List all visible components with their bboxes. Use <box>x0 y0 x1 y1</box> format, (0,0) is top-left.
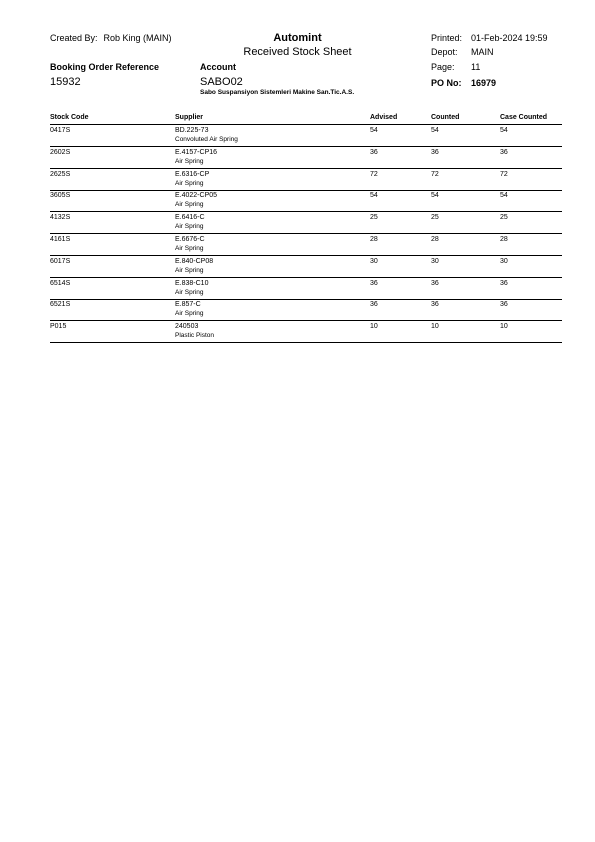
cell-counted: 36 <box>431 148 439 156</box>
row-rule <box>50 320 562 321</box>
cell-advised: 30 <box>370 257 378 265</box>
cell-description: Air Spring <box>175 245 204 252</box>
account-label: Account <box>200 62 236 72</box>
cell-stock-code: 6017S <box>50 257 71 265</box>
col-header-stock-code: Stock Code <box>50 114 89 121</box>
cell-stock-code: P015 <box>50 323 67 331</box>
cell-advised: 25 <box>370 214 378 222</box>
company-name: Automint <box>273 32 322 44</box>
cell-description: Convoluted Air Spring <box>175 136 238 143</box>
cell-counted: 54 <box>431 192 439 200</box>
page-line <box>431 62 480 72</box>
cell-counted: 25 <box>431 214 439 222</box>
cell-description: Air Spring <box>175 288 204 296</box>
row-rule <box>50 211 562 212</box>
cell-supplier: E.6676-C <box>175 236 205 243</box>
row-rule <box>50 146 562 147</box>
depot-value: MAIN <box>471 47 494 57</box>
created-by-label: Created By: <box>50 33 98 43</box>
cell-stock-code: 6514S <box>50 279 71 287</box>
cell-stock-code: 0417S <box>50 127 71 134</box>
cell-counted: 72 <box>431 170 439 178</box>
cell-case-counted: 28 <box>500 236 508 243</box>
account-name: Sabo Suspansiyon Sistemleri Makine San.Tic.A.S. <box>200 89 355 96</box>
cell-stock-code: 2602S <box>50 148 71 156</box>
cell-counted: 10 <box>431 323 439 331</box>
row-rule <box>50 255 562 256</box>
cell-case-counted: 54 <box>500 127 508 134</box>
cell-stock-code: 4161S <box>50 236 71 243</box>
cell-advised: 54 <box>370 192 378 200</box>
printed-label: Printed: <box>431 33 463 43</box>
cell-counted: 54 <box>431 127 439 134</box>
cell-supplier: E.6316-CP <box>175 170 210 178</box>
header-rule <box>50 124 562 125</box>
cell-advised: 36 <box>370 279 378 287</box>
cell-case-counted: 36 <box>500 279 508 287</box>
cell-supplier: BD.225-73 <box>175 127 209 134</box>
sheet-title: Received Stock Sheet <box>243 46 352 58</box>
cell-case-counted: 10 <box>500 323 508 331</box>
cell-description: Air Spring <box>175 266 204 274</box>
cell-counted: 30 <box>431 257 439 265</box>
cell-description: Air Spring <box>175 157 204 165</box>
col-header-counted: Counted <box>431 114 460 121</box>
booking-ref-value: 15932 <box>50 76 81 88</box>
depot-line <box>431 47 494 57</box>
cell-supplier: E.6416-C <box>175 214 205 222</box>
row-rule <box>50 299 562 300</box>
cell-advised: 10 <box>370 323 378 331</box>
created-by-value: Rob King (MAIN) <box>103 33 172 43</box>
col-header-supplier: Supplier <box>175 114 204 121</box>
printed-line <box>431 33 548 43</box>
cell-stock-code: 2625S <box>50 170 71 178</box>
cell-advised: 36 <box>370 301 378 309</box>
po-value: 16979 <box>471 78 497 88</box>
cell-stock-code: 3605S <box>50 192 71 200</box>
cell-counted: 36 <box>431 301 439 309</box>
cell-description: Air Spring <box>175 201 204 209</box>
cell-supplier: E.857-C <box>175 301 201 309</box>
cell-advised: 72 <box>370 170 378 178</box>
cell-counted: 28 <box>431 236 439 243</box>
po-line <box>431 78 496 88</box>
cell-advised: 36 <box>370 148 378 156</box>
cell-counted: 36 <box>431 279 439 287</box>
cell-case-counted: 25 <box>500 214 508 222</box>
col-header-advised: Advised <box>370 114 398 121</box>
cell-advised: 54 <box>370 127 378 134</box>
cell-description: Air Spring <box>175 310 204 318</box>
po-label: PO No: <box>431 78 462 88</box>
booking-ref-label: Booking Order Reference <box>50 62 160 72</box>
cell-case-counted: 36 <box>500 301 508 309</box>
page-label: Page: <box>431 62 455 72</box>
cell-case-counted: 72 <box>500 170 508 178</box>
row-rule <box>50 342 562 343</box>
depot-label: Depot: <box>431 47 458 57</box>
printed-value: 01-Feb-2024 19:59 <box>471 33 548 43</box>
cell-description: Air Spring <box>175 223 204 231</box>
cell-description: Air Spring <box>175 179 204 187</box>
cell-supplier: E.838-C10 <box>175 279 209 287</box>
cell-supplier: E.4157-CP16 <box>175 148 218 156</box>
cell-supplier: E.4022-CP05 <box>175 192 218 200</box>
cell-description: Plastic Piston <box>175 332 215 340</box>
row-rule <box>50 168 562 169</box>
cell-case-counted: 54 <box>500 192 508 200</box>
row-rule <box>50 277 562 278</box>
cell-advised: 28 <box>370 236 378 243</box>
row-rule <box>50 233 562 234</box>
page-value: 11 <box>471 62 481 72</box>
account-code: SABO02 <box>200 76 243 88</box>
cell-stock-code: 4132S <box>50 214 71 222</box>
cell-stock-code: 6521S <box>50 301 71 309</box>
cell-supplier: E.840-CP08 <box>175 257 214 265</box>
cell-case-counted: 36 <box>500 148 508 156</box>
row-rule <box>50 190 562 191</box>
col-header-case-counted: Case Counted <box>500 114 548 121</box>
cell-supplier: 240503 <box>175 323 199 331</box>
cell-case-counted: 30 <box>500 257 508 265</box>
